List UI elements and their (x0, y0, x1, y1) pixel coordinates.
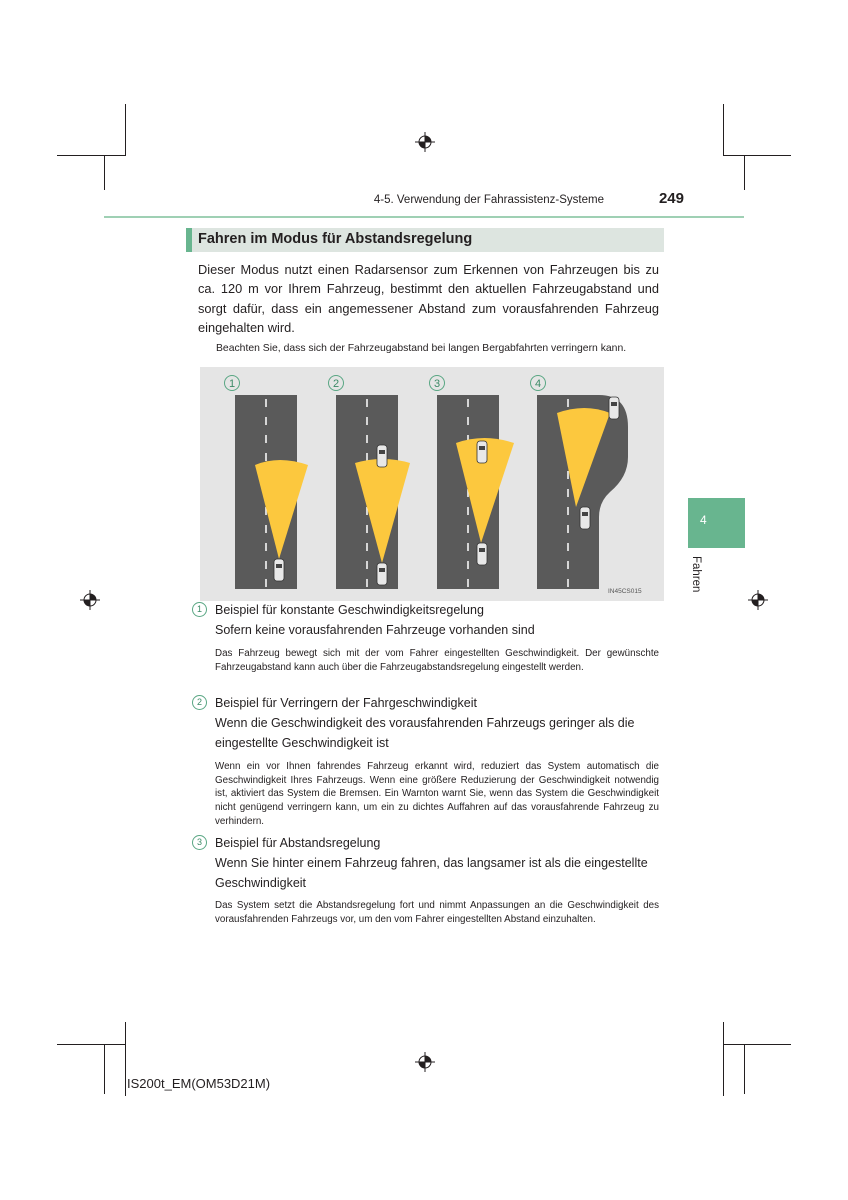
figure-marker-4: 4 (534, 378, 542, 390)
item-title: Beispiel für konstante Geschwindigkeitsregelung (215, 603, 484, 617)
crop-mark (723, 1022, 724, 1096)
note-text: Beachten Sie, dass sich der Fahrzeugabstand bei langen Bergabfahrten verringern kann. (216, 343, 627, 354)
car-window-icon (276, 564, 282, 568)
intro-paragraph: Dieser Modus nutzt einen Radarsensor zum Erkennen von Fahrzeugen bis zu ca. 120 m vor Ihrem Fahrzeug, bestimmt den aktuellen Fahrzeugabstand und sorgt dafür, dass ein angemessener Abstand zum vorausfahrenden Fahrzeug eingehalten wird. (198, 262, 659, 335)
acc-illustration-svg (200, 367, 664, 601)
section-heading-accent (186, 228, 192, 252)
crop-mark (125, 104, 126, 156)
crop-mark (744, 156, 745, 190)
acc-illustration (200, 367, 664, 601)
car-window-icon (479, 446, 485, 450)
crop-mark (744, 1044, 745, 1094)
car-window-icon (379, 568, 385, 572)
item-title: Beispiel für Abstandsregelung (215, 836, 381, 850)
item-body: Das System setzt die Abstandsregelung fort und nimmt Anpassungen an die Geschwindigkeit des vorausfahrenden Fahrzeugs vor, um den vom Fahrer eingestellten Abstand einzuhalten. (215, 900, 659, 925)
item-subtitle: Wenn die Geschwindigkeit des vorausfahrenden Fahrzeugs geringer als die eingestellte Geschwindigkeit ist (215, 716, 635, 750)
item-body: Wenn ein vor Ihnen fahrendes Fahrzeug erkannt wird, reduziert das System automatisch die Geschwindigkeit Ihres Fahrzeugs. Wenn eine größere Reduzierung der Geschwindigkeit notwendig ist, aktiviert das System die Bremsen. Ein Warnton warnt Sie, wenn das System die Geschwindigkeit nicht genügend verringern kann, um ein zu dichtes Auffahren auf das vorausfahrende Fahrzeug zu verhindern. (215, 761, 659, 827)
crop-mark (723, 155, 791, 156)
footer-code: IS200t_EM(OM53D21M) (127, 1076, 271, 1091)
car-window-icon (479, 548, 485, 552)
item-body: Das Fahrzeug bewegt sich mit der vom Fahrer eingestellten Geschwindigkeit. Der gewünschte Fahrzeugabstand kann auch über die Fahrzeugabstandsregelung eingestellt werden. (215, 648, 659, 673)
registration-mark-icon (415, 132, 435, 152)
list-item (192, 694, 662, 834)
figure-marker-3: 3 (433, 378, 441, 390)
figure-code: IN45CS015 (608, 588, 642, 595)
crop-mark (125, 1022, 126, 1096)
crop-mark (104, 1044, 105, 1094)
car-icon (609, 397, 619, 419)
chapter-tab (688, 498, 745, 548)
car-icon (377, 563, 387, 585)
chapter-tab-label: Fahren (690, 556, 702, 593)
figure-marker-2: 2 (332, 378, 340, 390)
crop-mark (57, 155, 125, 156)
car-icon (477, 543, 487, 565)
item-number: 3 (192, 835, 207, 850)
crop-mark (57, 1044, 125, 1045)
section-path: 4-5. Verwendung der Fahrassistenz-Systeme (373, 194, 604, 206)
item-subtitle: Sofern keine vorausfahrenden Fahrzeuge vorhanden sind (215, 623, 535, 637)
car-icon (580, 507, 590, 529)
section-heading: Fahren im Modus für Abstandsregelung (198, 231, 473, 247)
car-window-icon (379, 450, 385, 454)
list-item (192, 601, 662, 691)
item-number: 1 (192, 602, 207, 617)
car-icon (477, 441, 487, 463)
header-divider (104, 216, 744, 218)
crop-mark (104, 156, 105, 190)
item-number: 2 (192, 695, 207, 710)
car-window-icon (582, 512, 588, 516)
car-icon (274, 559, 284, 581)
item-subtitle: Wenn Sie hinter einem Fahrzeug fahren, das langsamer ist als die eingestellte Geschwindigkeit (215, 856, 648, 890)
item-title: Beispiel für Verringern der Fahrgeschwindigkeit (215, 696, 477, 710)
crop-mark (723, 1044, 791, 1045)
registration-mark-icon (748, 590, 768, 610)
car-icon (377, 445, 387, 467)
list-item (192, 834, 662, 944)
crop-mark (723, 104, 724, 156)
registration-mark-icon (415, 1052, 435, 1072)
chapter-tab-number: 4 (700, 513, 707, 527)
figure-marker-1: 1 (228, 378, 236, 390)
page-number: 249 (658, 190, 684, 207)
registration-mark-icon (80, 590, 100, 610)
car-window-icon (611, 402, 617, 406)
